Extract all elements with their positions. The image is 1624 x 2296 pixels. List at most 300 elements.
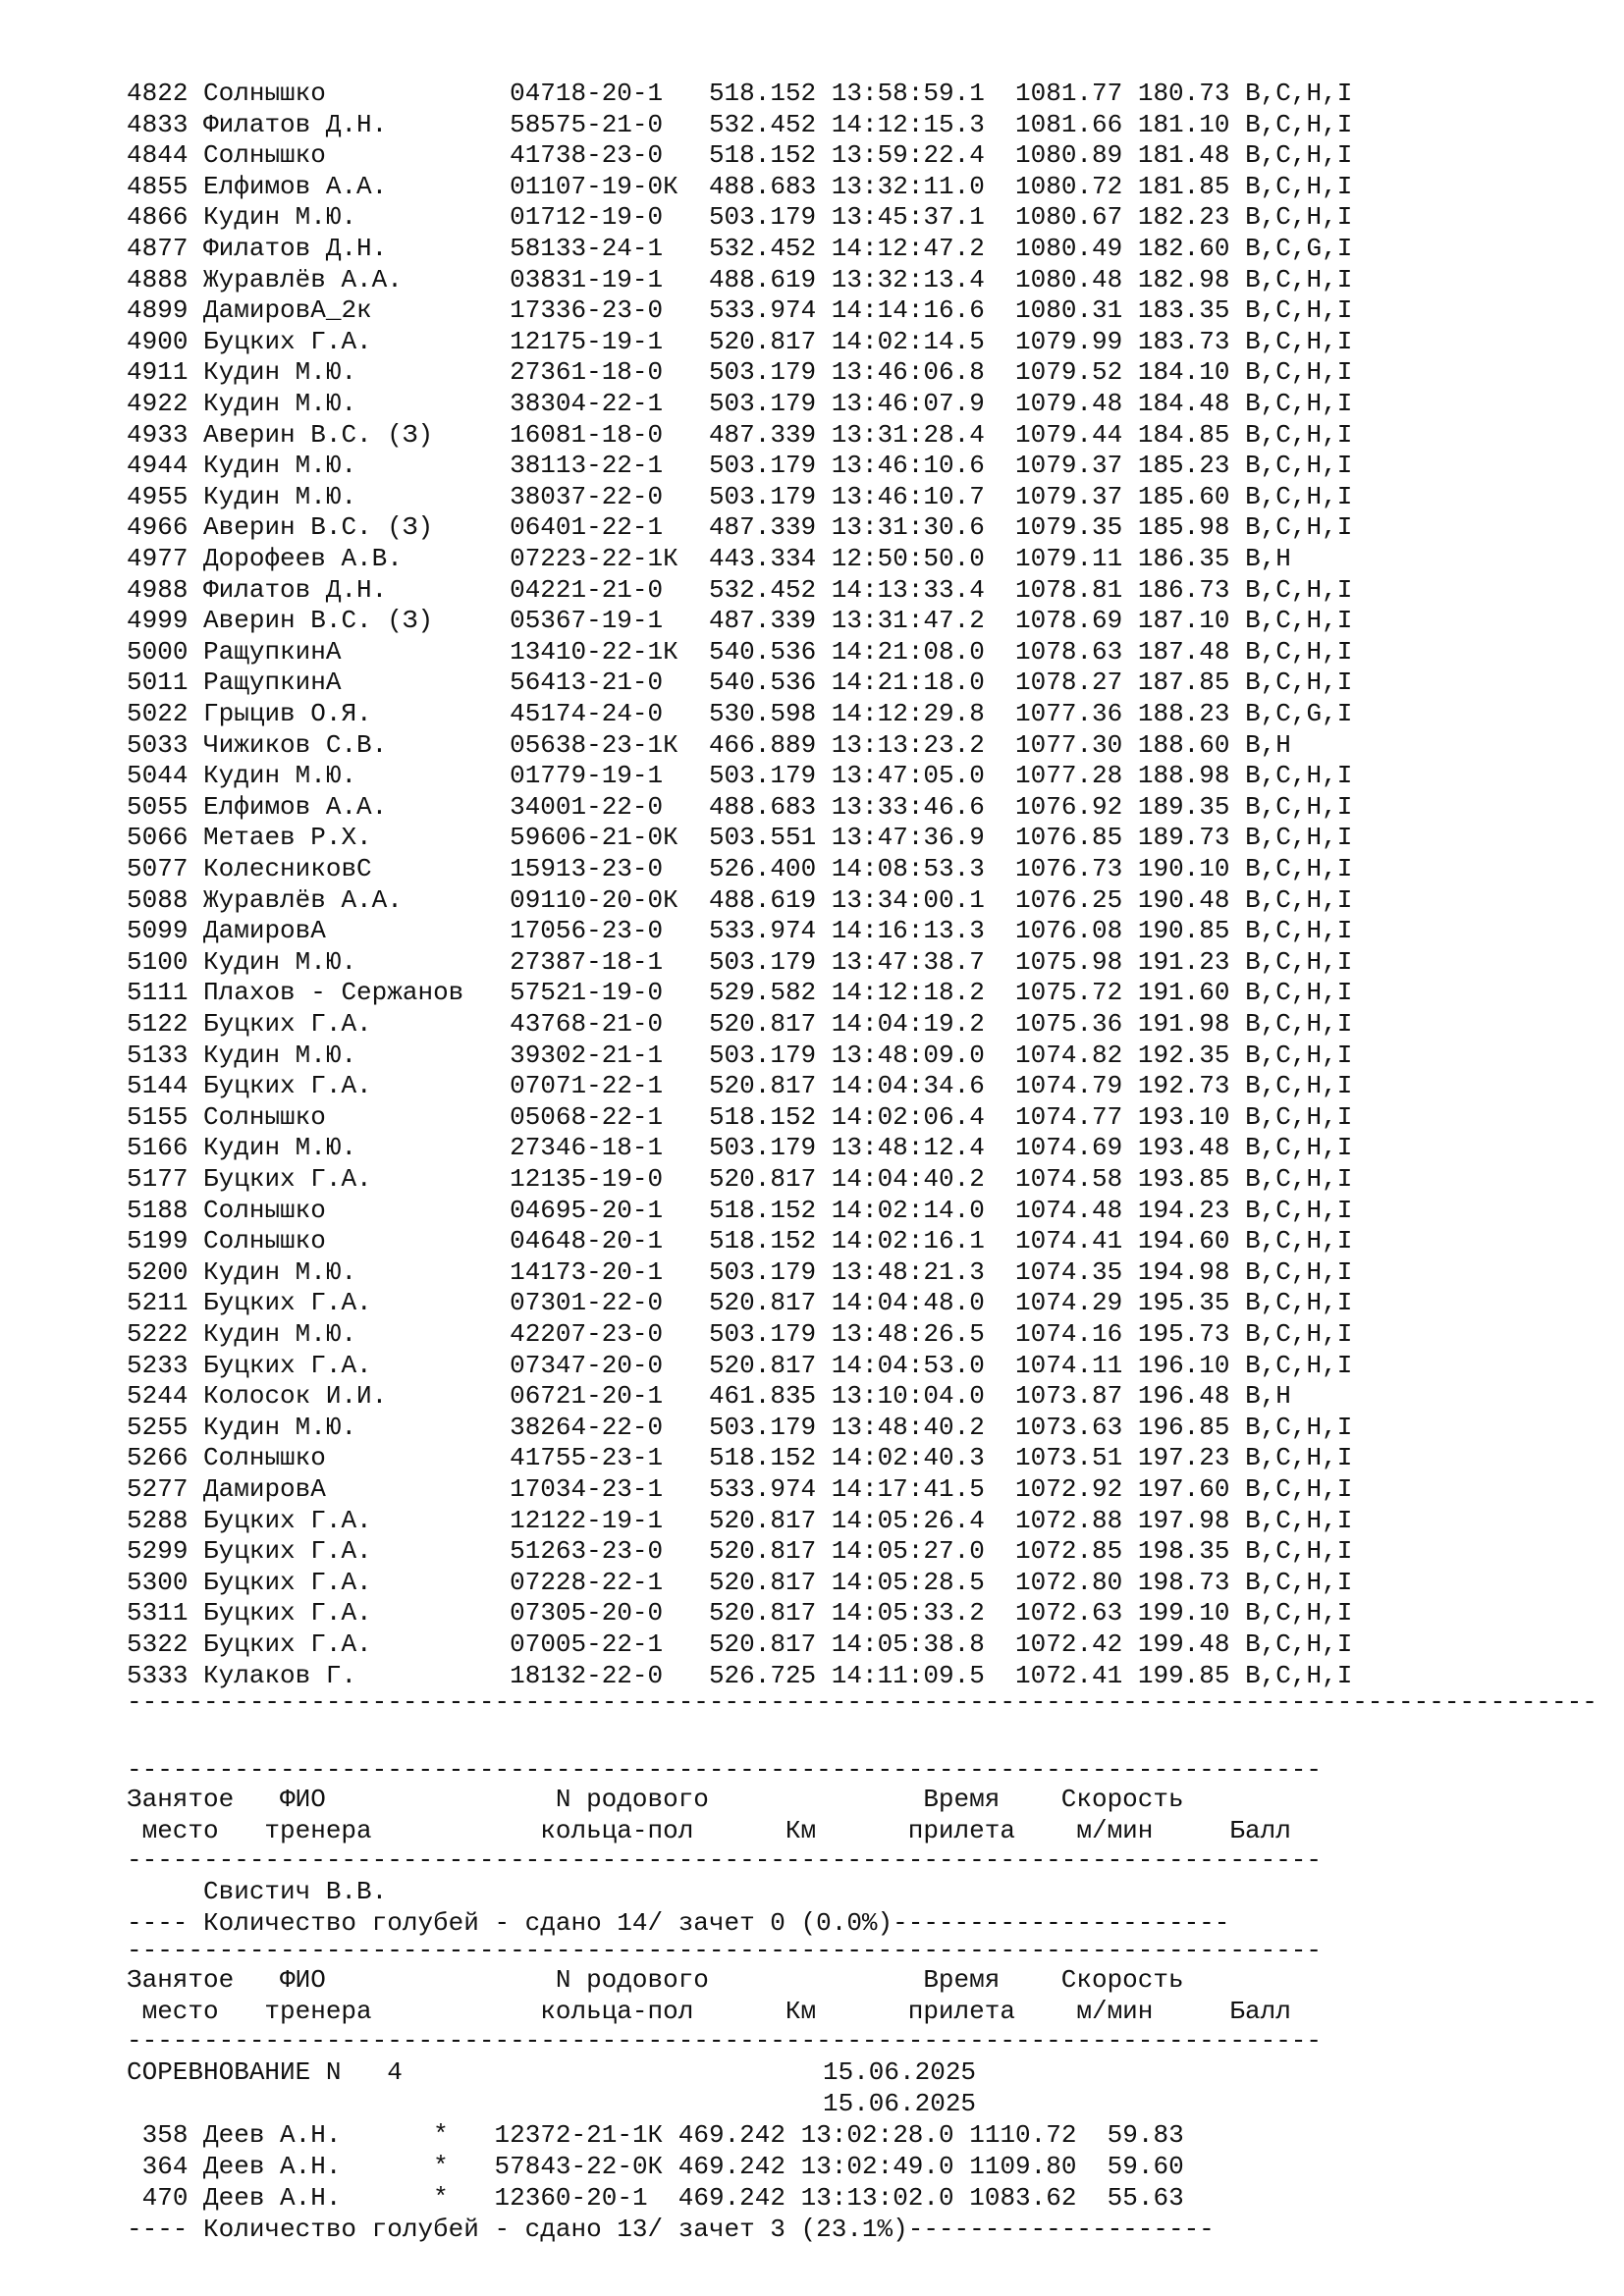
table-row: 4822 Солнышко 04718-20-1 518.152 13:58:59.1 1081.77 180.73 B,C,H,I (127, 79, 1353, 108)
cell-ring: 01712-19-0 (510, 202, 664, 233)
cell-time: 14:12:47.2 (831, 234, 985, 263)
cell-time: 14:16:13.3 (831, 916, 985, 946)
cell-ring: 17056-23-0 (510, 916, 664, 946)
table-row: 5166 Кудин М.Ю. 27346-18-1 503.179 13:48:12.4 1074.69 193.48 B,C,H,I (127, 1133, 1353, 1163)
cell-place: 528 (127, 1505, 173, 1535)
cell-flags: B,C,H,I (1245, 1164, 1353, 1194)
cell-name: Солнышко (203, 140, 326, 171)
cell-speed: 1076.08 (1015, 916, 1123, 946)
cell-ring: 38304-22-1 (510, 389, 664, 418)
coach-summary: ---- Количество голубей - сдано 13/ зачет 3 (23.1%)-------------------- (127, 2215, 1215, 2244)
cell-speed: 1081.77 (1015, 79, 1123, 108)
cell-time: 14:14:16.6 (831, 295, 985, 326)
cell-name: Кудин М.Ю. (203, 357, 357, 388)
cell-name: Кудин М.Ю. (203, 1133, 357, 1163)
cell-speed: 1074.82 (1015, 1040, 1123, 1070)
cell-speed: 1080.49 (1015, 234, 1123, 263)
cell-km: 503.179 (708, 357, 817, 388)
cell-place: 364 (141, 2152, 189, 2181)
cell-time: 13:45:37.1 (831, 202, 985, 233)
cell-time: 14:04:19.2 (831, 1009, 985, 1039)
cell-km: 503.179 (708, 202, 817, 233)
cell-ring: 27346-18-1 (510, 1133, 664, 1163)
table-row: 4866 Кудин М.Ю. 01712-19-0 503.179 13:45:37.1 1080.67 182.23 B,C,H,I (127, 202, 1353, 233)
cell-km: 503.179 (708, 1412, 817, 1442)
column-header-line-2: место тренера кольца-пол Км прилета м/мин Балл (127, 1816, 1291, 1845)
cell-flags: B,C,H,I (1245, 389, 1353, 418)
cell-km: 503.179 (708, 1133, 817, 1163)
cell-time: 13:47:05.0 (831, 761, 985, 791)
table-row: 4977 Дорофеев А.В. 07223-22-1К 443.334 12:50:50.0 1079.11 186.35 B,H (127, 544, 1291, 573)
cell-place: 508 (127, 884, 173, 915)
cell-speed: 1073.63 (1015, 1412, 1123, 1442)
cell-speed: 1079.99 (1015, 326, 1123, 356)
cell-ring: 41755-23-1 (510, 1443, 664, 1473)
cell-ring: 16081-18-0 (510, 419, 664, 450)
cell-km: 518.152 (708, 140, 817, 171)
cell-flags: B,C,G,I (1245, 234, 1353, 263)
cell-ring: 07005-22-1 (510, 1629, 664, 1659)
cell-time: 14:02:40.3 (831, 1443, 985, 1473)
cell-speed: 1077.30 (1015, 729, 1123, 760)
cell-time: 14:02:06.4 (831, 1101, 985, 1132)
cell-time: 13:48:40.2 (831, 1412, 985, 1442)
cell-flags: B,C,H,I (1245, 1101, 1353, 1132)
cell-time: 14:04:40.2 (831, 1164, 985, 1194)
cell-ring: 56413-21-0 (510, 667, 664, 698)
cell-speed: 1080.89 (1015, 140, 1123, 171)
cell-place: 493 (127, 419, 173, 450)
table-row: 5255 Кудин М.Ю. 38264-22-0 503.179 13:48:40.2 1073.63 196.85 B,C,H,I (127, 1412, 1353, 1442)
cell-score: 184.10 (1137, 357, 1230, 388)
cell-ring: 57843-22-0К (494, 2152, 664, 2181)
cell-time: 13:48:09.0 (831, 1040, 985, 1070)
cell-score: 197.98 (1137, 1505, 1230, 1535)
cell-score: 191.60 (1137, 978, 1230, 1008)
cell-flags: B,C,H,I (1245, 357, 1353, 388)
cell-place: 497 (127, 544, 173, 573)
cell-ring: 45174-24-0 (510, 699, 664, 728)
cell-ring: 43768-21-0 (510, 1009, 664, 1039)
table-row: 5011 РащупкинА 56413-21-0 540.536 14:21:18.0 1078.27 187.85 B,C,H,I (127, 667, 1353, 698)
table-row (127, 2151, 1184, 2182)
cell-name: Аверин В.С. (З) (203, 419, 434, 450)
cell-place: 517 (127, 1164, 173, 1194)
cell-speed: 1072.85 (1015, 1536, 1123, 1567)
cell-score: 194.23 (1137, 1195, 1230, 1225)
cell-flags: B,C,H,I (1245, 1598, 1353, 1629)
cell-speed: 1072.41 (1015, 1660, 1123, 1690)
table-row: 4888 Журавлёв А.А. 03831-19-1 488.619 13:32:13.4 1080.48 182.98 B,C,H,I (127, 264, 1353, 294)
cell-score: 189.73 (1137, 823, 1230, 853)
cell-time: 13:13:23.2 (831, 729, 985, 760)
cell-ring: 07228-22-1 (510, 1567, 664, 1597)
cell-place: 519 (127, 1226, 173, 1256)
cell-name: Аверин В.С. (З) (203, 606, 434, 636)
cell-speed: 1079.37 (1015, 481, 1123, 511)
cell-ring: 57521-19-0 (510, 978, 664, 1008)
cell-ring: 04648-20-1 (510, 1226, 664, 1256)
cell-ring: 38113-22-1 (510, 451, 664, 481)
cell-score: 59.60 (1107, 2152, 1184, 2181)
cell-speed: 1080.48 (1015, 264, 1123, 294)
column-header-line-2: место тренера кольца-пол Км прилета м/мин Балл (127, 1997, 1291, 2026)
cell-ring: 14173-20-1 (510, 1256, 664, 1287)
cell-speed: 1074.69 (1015, 1133, 1123, 1163)
cell-ring: 04221-21-0 (510, 574, 664, 605)
table-row: 4899 ДамировА_2к 17336-23-0 533.974 14:14:16.6 1080.31 183.35 B,C,H,I (127, 295, 1353, 326)
cell-flags: B,C,H,I (1245, 1567, 1353, 1597)
cell-flags: B,C,H,I (1245, 1040, 1353, 1070)
cell-score: 184.48 (1137, 389, 1230, 418)
cell-ring: 12175-19-1 (510, 326, 664, 356)
cell-time: 13:59:22.4 (831, 140, 985, 171)
cell-km: 461.835 (708, 1381, 817, 1412)
cell-place: 500 (127, 636, 173, 667)
cell-place: 485 (127, 171, 173, 201)
cell-speed: 1075.72 (1015, 978, 1123, 1008)
cell-speed: 1110.72 (969, 2120, 1077, 2150)
cell-ring: 01107-19-0К (510, 171, 678, 201)
cell-speed: 1075.36 (1015, 1009, 1123, 1039)
table-row: 4966 Аверин В.С. (З) 06401-22-1 487.339 13:31:30.6 1079.35 185.98 B,C,H,I (127, 512, 1353, 543)
cell-flags: B,H (1245, 729, 1291, 760)
cell-time: 14:12:29.8 (831, 699, 985, 728)
cell-flags: B,C,H,I (1245, 481, 1353, 511)
cell-name: Филатов Д.Н. (203, 234, 388, 263)
cell-place: 512 (127, 1009, 173, 1039)
cell-km: 487.339 (708, 419, 817, 450)
cell-km: 443.334 (708, 544, 817, 573)
cell-speed: 1074.41 (1015, 1226, 1123, 1256)
cell-place: 531 (127, 1598, 173, 1629)
cell-name: Солнышко (203, 1195, 326, 1225)
cell-km: 520.817 (708, 1567, 817, 1597)
cell-name: Аверин В.С. (З) (203, 512, 434, 543)
cell-place: 507 (127, 854, 173, 883)
cell-km: 532.452 (708, 574, 817, 605)
cell-place: 526 (127, 1443, 173, 1473)
cell-flags: B,C,H,I (1245, 1256, 1353, 1287)
cell-km: 488.619 (708, 884, 817, 915)
cell-speed: 1075.98 (1015, 946, 1123, 977)
cell-score: 191.98 (1137, 1009, 1230, 1039)
cell-place: 506 (127, 823, 173, 853)
cell-score: 182.60 (1137, 234, 1230, 263)
column-header-line-1: Занятое ФИО N родового Время Скорость (127, 1785, 1184, 1814)
cell-name: РащупкинА (203, 636, 342, 667)
column-header-line-1: Занятое ФИО N родового Время Скорость (127, 1965, 1184, 1995)
cell-score: 181.10 (1137, 109, 1230, 139)
cell-ring: 09110-20-0К (510, 884, 678, 915)
table-row: 5233 Буцких Г.А. 07347-20-0 520.817 14:04:53.0 1074.11 196.10 B,C,H,I (127, 1350, 1353, 1380)
cell-flags: B,C,H,I (1245, 854, 1353, 883)
table-row (127, 2182, 1184, 2214)
cell-speed: 1076.92 (1015, 791, 1123, 822)
cell-place: 515 (127, 1101, 173, 1132)
cell-score: 55.63 (1107, 2183, 1184, 2213)
table-row: 5022 Грыцив О.Я. 45174-24-0 530.598 14:12:29.8 1077.36 188.23 B,C,G,I (127, 699, 1353, 728)
cell-place: 470 (141, 2183, 189, 2213)
cell-time: 13:46:07.9 (831, 389, 985, 418)
cell-place: 495 (127, 481, 173, 511)
cell-time: 14:04:34.6 (831, 1071, 985, 1101)
cell-place: 524 (127, 1381, 173, 1412)
cell-name: Метаев Р.Х. (203, 823, 372, 853)
cell-score: 183.35 (1137, 295, 1230, 326)
cell-flags: B,C,H,I (1245, 79, 1353, 108)
table-row: 4999 Аверин В.С. (З) 05367-19-1 487.339 13:31:47.2 1078.69 187.10 B,C,H,I (127, 606, 1353, 636)
cell-ring: 07305-20-0 (510, 1598, 664, 1629)
cell-score: 59.83 (1107, 2120, 1184, 2150)
table-row: 5211 Буцких Г.А. 07301-22-0 520.817 14:04:48.0 1074.29 195.35 B,C,H,I (127, 1288, 1353, 1318)
cell-flags: B,C,H,I (1245, 1505, 1353, 1535)
competition-label: СОРЕВНОВАНИЕ N 4 (127, 2057, 403, 2087)
cell-place: 483 (127, 109, 173, 139)
cell-place: 518 (127, 1195, 173, 1225)
cell-score: 182.23 (1137, 202, 1230, 233)
cell-name: Филатов Д.Н. (203, 574, 388, 605)
table-row: 5099 ДамировА 17056-23-0 533.974 14:16:13.3 1076.08 190.85 B,C,H,I (127, 916, 1353, 946)
cell-flags: B,C,H,I (1245, 606, 1353, 636)
cell-score: 194.98 (1137, 1256, 1230, 1287)
cell-time: 14:13:33.4 (831, 574, 985, 605)
cell-km: 503.179 (708, 389, 817, 418)
section-rule: ------------------------------------------------------------------------------ (127, 1845, 1322, 1875)
cell-ring: 07347-20-0 (510, 1350, 664, 1380)
cell-km: 520.817 (708, 1536, 817, 1567)
section-rule: ------------------------------------------------------------------------------ (127, 1755, 1322, 1785)
cell-km: 488.683 (708, 171, 817, 201)
cell-name: Журавлёв А.А. (203, 884, 403, 915)
cell-time: 13:31:47.2 (831, 606, 985, 636)
cell-km: 488.619 (708, 264, 817, 294)
table-row: 5000 РащупкинА 13410-22-1К 540.536 14:21:08.0 1078.63 187.48 B,C,H,I (127, 636, 1353, 667)
cell-flags: B,C,H,I (1245, 978, 1353, 1008)
cell-score: 188.23 (1137, 699, 1230, 728)
cell-time: 13:46:06.8 (831, 357, 985, 388)
cell-km: 518.152 (708, 1443, 817, 1473)
cell-score: 194.60 (1137, 1226, 1230, 1256)
cell-flags: B,C,H,I (1245, 916, 1353, 946)
cell-name: Буцких Г.А. (203, 1350, 372, 1380)
cell-name: Буцких Г.А. (203, 1598, 372, 1629)
cell-place: 496 (127, 512, 173, 543)
cell-ring: 58133-24-1 (510, 234, 664, 263)
cell-km: 503.551 (708, 823, 817, 853)
cell-speed: 1074.16 (1015, 1319, 1123, 1349)
table-row: 5311 Буцких Г.А. 07305-20-0 520.817 14:05:33.2 1072.63 199.10 B,C,H,I (127, 1598, 1353, 1629)
cell-flags: B,C,H,I (1245, 1629, 1353, 1659)
cell-km: 540.536 (708, 636, 817, 667)
cell-flags: B,C,H,I (1245, 109, 1353, 139)
cell-mark: * (433, 2183, 449, 2213)
cell-km: 487.339 (708, 606, 817, 636)
cell-score: 184.85 (1137, 419, 1230, 450)
cell-speed: 1080.72 (1015, 171, 1123, 201)
cell-time: 13:32:11.0 (831, 171, 985, 201)
table-row: 5155 Солнышко 05068-22-1 518.152 14:02:06.4 1074.77 193.10 B,C,H,I (127, 1101, 1353, 1132)
cell-time: 13:10:04.0 (831, 1381, 985, 1412)
cell-speed: 1077.36 (1015, 699, 1123, 728)
table-row: 5177 Буцких Г.А. 12135-19-0 520.817 14:04:40.2 1074.58 193.85 B,C,H,I (127, 1164, 1353, 1194)
cell-ring: 15913-23-0 (510, 854, 664, 883)
cell-km: 469.242 (677, 2120, 785, 2150)
cell-speed: 1079.11 (1015, 544, 1123, 573)
cell-flags: B,C,H,I (1245, 1226, 1353, 1256)
table-row: 4922 Кудин М.Ю. 38304-22-1 503.179 13:46:07.9 1079.48 184.48 B,C,H,I (127, 389, 1353, 418)
cell-time: 14:11:09.5 (831, 1660, 985, 1690)
cell-time: 13:02:49.0 (800, 2152, 954, 2181)
cell-time: 13:58:59.1 (831, 79, 985, 108)
cell-score: 192.35 (1137, 1040, 1230, 1070)
cell-km: 503.179 (708, 1319, 817, 1349)
cell-ring: 27387-18-1 (510, 946, 664, 977)
cell-name: Деев А.Н. (203, 2183, 342, 2213)
table-row: 4833 Филатов Д.Н. 58575-21-0 532.452 14:12:15.3 1081.66 181.10 B,C,H,I (127, 109, 1353, 139)
cell-ring: 05367-19-1 (510, 606, 664, 636)
table-row: 5199 Солнышко 04648-20-1 518.152 14:02:16.1 1074.41 194.60 B,C,H,I (127, 1226, 1353, 1256)
coach-summary: ---- Количество голубей - сдано 14/ зачет 0 (0.0%)---------------------- (127, 1908, 1230, 1938)
cell-km: 503.179 (708, 451, 817, 481)
cell-speed: 1076.25 (1015, 884, 1123, 915)
cell-km: 532.452 (708, 234, 817, 263)
cell-place: 501 (127, 667, 173, 698)
cell-flags: B,C,H,I (1245, 1288, 1353, 1318)
cell-name: Буцких Г.А. (203, 326, 372, 356)
cell-km: 520.817 (708, 1598, 817, 1629)
table-row: 5188 Солнышко 04695-20-1 518.152 14:02:14.0 1074.48 194.23 B,C,H,I (127, 1195, 1353, 1225)
cell-km: 529.582 (708, 978, 817, 1008)
cell-time: 14:12:18.2 (831, 978, 985, 1008)
cell-place: 502 (127, 699, 173, 728)
cell-time: 14:05:27.0 (831, 1536, 985, 1567)
cell-name: Солнышко (203, 1226, 326, 1256)
cell-place: 514 (127, 1071, 173, 1101)
cell-time: 14:21:18.0 (831, 667, 985, 698)
cell-score: 199.48 (1137, 1629, 1230, 1659)
cell-speed: 1074.29 (1015, 1288, 1123, 1318)
coach-name: Свистич В.В. (127, 1877, 388, 1906)
cell-place: 532 (127, 1629, 173, 1659)
table-bottom-rule: ------------------------------------------------------------------------------------------------ (127, 1687, 1597, 1718)
cell-flags: B,C,H,I (1245, 512, 1353, 543)
cell-name: ДамировА (203, 916, 326, 946)
cell-flags: B,C,H,I (1245, 1195, 1353, 1225)
table-row: 5088 Журавлёв А.А. 09110-20-0К 488.619 13:34:00.1 1076.25 190.48 B,C,H,I (127, 884, 1353, 915)
cell-name: Кудин М.Ю. (203, 481, 357, 511)
cell-ring: 12135-19-0 (510, 1164, 664, 1194)
cell-ring: 18132-22-0 (510, 1660, 664, 1690)
cell-speed: 1083.62 (969, 2183, 1077, 2213)
table-row: 4933 Аверин В.С. (З) 16081-18-0 487.339 13:31:28.4 1079.44 184.85 B,C,H,I (127, 419, 1353, 450)
cell-place: 521 (127, 1288, 173, 1318)
cell-ring: 38264-22-0 (510, 1412, 664, 1442)
cell-speed: 1078.81 (1015, 574, 1123, 605)
cell-ring: 38037-22-0 (510, 481, 664, 511)
cell-place: 358 (141, 2120, 189, 2150)
cell-name: Кулаков Г. (203, 1660, 357, 1690)
cell-place: 491 (127, 357, 173, 388)
cell-score: 190.10 (1137, 854, 1230, 883)
cell-km: 526.400 (708, 854, 817, 883)
cell-km: 533.974 (708, 916, 817, 946)
cell-km: 469.242 (677, 2183, 785, 2213)
cell-name: Кудин М.Ю. (203, 389, 357, 418)
cell-speed: 1081.66 (1015, 109, 1123, 139)
cell-speed: 1074.77 (1015, 1101, 1123, 1132)
cell-ring: 13410-22-1К (510, 636, 678, 667)
cell-time: 13:34:00.1 (831, 884, 985, 915)
cell-time: 13:47:36.9 (831, 823, 985, 853)
cell-ring: 07223-22-1К (510, 544, 678, 573)
cell-name: Кудин М.Ю. (203, 1256, 357, 1287)
cell-speed: 1079.52 (1015, 357, 1123, 388)
cell-score: 190.48 (1137, 884, 1230, 915)
cell-time: 14:02:14.5 (831, 326, 985, 356)
cell-km: 520.817 (708, 1009, 817, 1039)
cell-ring: 04718-20-1 (510, 79, 664, 108)
cell-ring: 17034-23-1 (510, 1474, 664, 1504)
cell-km: 520.817 (708, 1629, 817, 1659)
cell-place: 490 (127, 326, 173, 356)
cell-time: 13:48:21.3 (831, 1256, 985, 1287)
table-row: 5133 Кудин М.Ю. 39302-21-1 503.179 13:48:09.0 1074.82 192.35 B,C,H,I (127, 1040, 1353, 1070)
cell-score: 198.73 (1137, 1567, 1230, 1597)
cell-ring: 59606-21-0К (510, 823, 678, 853)
cell-score: 181.48 (1137, 140, 1230, 171)
table-row: 5277 ДамировА 17034-23-1 533.974 14:17:41.5 1072.92 197.60 B,C,H,I (127, 1474, 1353, 1504)
cell-name: Деев А.Н. (203, 2120, 342, 2150)
cell-ring: 12122-19-1 (510, 1505, 664, 1535)
competition-date: 15.06.2025 (823, 2057, 977, 2087)
cell-ring: 05068-22-1 (510, 1101, 664, 1132)
cell-score: 197.60 (1137, 1474, 1230, 1504)
table-row: 5200 Кудин М.Ю. 14173-20-1 503.179 13:48:21.3 1074.35 194.98 B,C,H,I (127, 1256, 1353, 1287)
cell-km: 518.152 (708, 1195, 817, 1225)
cell-time: 14:05:26.4 (831, 1505, 985, 1535)
cell-flags: B,C,H,I (1245, 202, 1353, 233)
cell-flags: B,C,H,I (1245, 636, 1353, 667)
cell-score: 195.35 (1137, 1288, 1230, 1318)
cell-flags: B,C,H,I (1245, 667, 1353, 698)
table-row: 5144 Буцких Г.А. 07071-22-1 520.817 14:04:34.6 1074.79 192.73 B,C,H,I (127, 1071, 1353, 1101)
cell-name: Буцких Г.А. (203, 1071, 372, 1101)
cell-score: 192.73 (1137, 1071, 1230, 1101)
cell-flags: B,C,H,I (1245, 1009, 1353, 1039)
cell-flags: B,C,H,I (1245, 761, 1353, 791)
cell-speed: 1077.28 (1015, 761, 1123, 791)
cell-speed: 1079.44 (1015, 419, 1123, 450)
cell-flags: B,C,H,I (1245, 171, 1353, 201)
cell-mark: * (433, 2152, 449, 2181)
cell-score: 188.98 (1137, 761, 1230, 791)
cell-flags: B,H (1245, 544, 1291, 573)
cell-time: 13:31:28.4 (831, 419, 985, 450)
cell-speed: 1074.11 (1015, 1350, 1123, 1380)
table-row: 5100 Кудин М.Ю. 27387-18-1 503.179 13:47:38.7 1075.98 191.23 B,C,H,I (127, 946, 1353, 977)
cell-km: 503.179 (708, 761, 817, 791)
cell-km: 526.725 (708, 1660, 817, 1690)
cell-flags: B,C,H,I (1245, 946, 1353, 977)
cell-score: 196.85 (1137, 1412, 1230, 1442)
cell-name: Буцких Г.А. (203, 1536, 372, 1567)
cell-score: 189.35 (1137, 791, 1230, 822)
cell-km: 503.179 (708, 1040, 817, 1070)
cell-speed: 1074.79 (1015, 1071, 1123, 1101)
cell-km: 533.974 (708, 295, 817, 326)
cell-name: Кудин М.Ю. (203, 1319, 357, 1349)
